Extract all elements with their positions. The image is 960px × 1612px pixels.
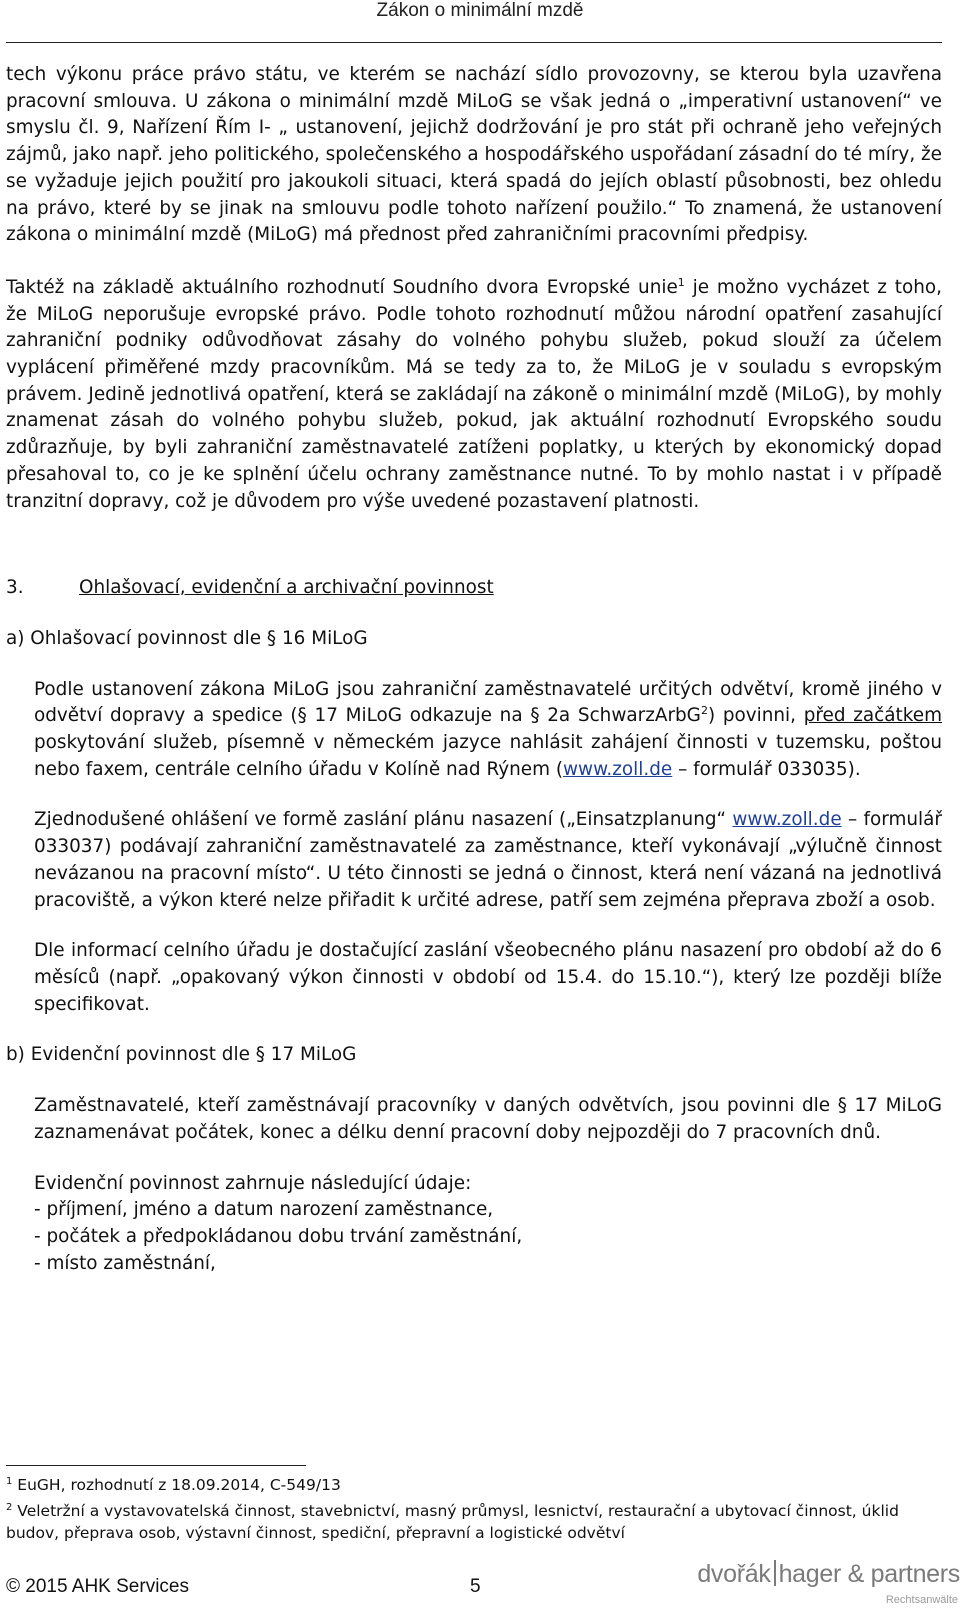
evidence-list-intro: Evidenční povinnost zahrnuje následující údaje: — [34, 1172, 472, 1194]
footer-copyright: © 2015 AHK Services — [6, 1576, 189, 1597]
paragraph-a3: Dle informací celního úřadu je dostačující zaslání všeobecného plánu nasazení pro období až do 6 měsíců (např. „opakovaný výkon činnosti v období od 15.4. do 15.10.“), který lze později blíže specifikovat. — [34, 940, 942, 1015]
footnote-1: $^1$ EuGH, rozhodnutí z 18.09.2014, C-549/13 — [6, 1475, 341, 1494]
subheading-b: b) Evidenční povinnost dle § 17 MiLoG — [6, 1044, 357, 1066]
section-heading — [6, 575, 942, 602]
paragraph-1: tech výkonu práce právo státu, ve kterém se nachází sídlo provozovny, se kterou byla uzavřena pracovní smlouva. U zákona o minimální mzdě MiLoG se však jedná o „imperativní ustanovení“ ve smyslu čl. 9, Nařízení Řím I- „ ustanovení, jejichž dodržování je pro stát při ochraně jeho veřejných zájmů, jako např. jeho politického, společenského a hospodářského uspořádaní zásadní do té míry, že se vyžaduje jejich použití pro jakoukoli situaci, která spadá do jejích oblastí působnosti, bez ohledu na právo, které by se jinak na smlouvu podle tohoto nařízení použilo.“ To znamená, že ustanovení zákona o minimální mzdě (MiLoG) má přednost před zahraničními pracovními předpisy. — [6, 64, 942, 246]
logo-divider — [774, 1560, 776, 1586]
footnote-rule — [6, 1465, 306, 1466]
running-header: Zákon o minimální mzdě — [376, 0, 584, 21]
list-item: - počátek a předpokládanou dobu trvání zaměstnání, — [34, 1225, 523, 1247]
footnote-ref-2[interactable]: 2 — [700, 704, 708, 718]
zoll-link-1[interactable]: www.zoll.de — [563, 758, 673, 780]
footnote-ref-1[interactable]: 1 — [677, 275, 685, 289]
list-item: - příjmení, jméno a datum narození zaměstnance, — [34, 1199, 494, 1221]
paragraph-a2: Zjednodušené ohlášení ve formě zaslání plánu nasazení („Einsatzplanung“ www.zoll.de – formulář 033037) podávají zahraniční zaměstnavatelé za zaměstnance, kteří vykonávají „výlučně činnost nevázanou na pracovní místo“. U této činnosti se jedná o činnost, která není vázaná na jednotlivá pracoviště, a výkon které nelze přiřadit k určité adrese, patří sem zejména přeprava zboží a osob. — [34, 809, 942, 911]
law-firm-logo: dvořák hager & partners Rechtsanwälte — [697, 1560, 960, 1606]
paragraph-2: Taktéž na základě aktuálního rozhodnutí Soudního dvora Evropské unie$^1$ je možno vycházet z toho, že MiLoG neporušuje evropské právo. Podle tohoto rozhodnutí můžou národní opatření zasahující zahraniční podniky odůvodňovat zásahy do volného pohybu služeb, pokud slouží za účelem vyplácení přiměřené mzdy pracovníkům. Má se tedy za to, že MiLoG je v souladu s evropským právem. Jedině jednotlivá opatření, která se zakládají na zákoně o minimální mzdě (MiLoG), by mohly znamenat zásah do volného pohybu služeb, pokud, jak aktuální rozhodnutí Evropského soudu zdůrazňuje, by byli zahraniční zaměstnavatelé zatíženi poplatky, u kterých by ekonomický dopad přesahoval to, co je ke splnění účelu ochrany zaměstnance nutné. To by mohlo nastat i v případě tranzitní dopravy, což je důvodem pro výše uvedené pozastavení platnosti. — [6, 275, 943, 512]
subheading-a: a) Ohlašovací povinnost dle § 16 MiLoG — [6, 627, 368, 649]
header-rule — [6, 42, 942, 43]
paragraph-a1: Podle ustanovení zákona MiLoG jsou zahraniční zaměstnavatelé určitých odvětví, kromě jiného v odvětví dopravy a spedice (§ 17 MiLoG odkazuje na § 2a SchwarzArbG$^2$) povinni, před začátkem poskytování služeb, písemně v německém jazyce nahlásit zahájení činnosti v tuzemsku, poštou nebo faxem, centrále celního úřadu v Kolíně nad Rýnem (www.zoll.de – formulář 033035). — [34, 678, 942, 780]
document-body — [6, 62, 942, 1277]
evidence-list — [34, 1171, 942, 1278]
paragraph-b1: Zaměstnavatelé, kteří zaměstnávají pracovníky v daných odvětvích, jsou povinni dle § 17 MiLoG zaznamenávat počátek, konec a délku denní pracovní doby nejpozději do 7 pracovních dnů. — [34, 1095, 942, 1143]
list-item: - místo zaměstnání, — [34, 1252, 216, 1274]
section-number: 3. — [6, 577, 24, 599]
underlined-before-start: před začátkem — [803, 705, 942, 727]
page-number: 5 — [470, 1576, 481, 1597]
section-title: Ohlašovací, evidenční a archivační povinnost — [79, 577, 494, 599]
footnote-2: $^2$ Veletržní a vystavovatelská činnost, stavebnictví, masný průmysl, lesnictví, restaurační a ubytovací činnost, úklid budov, přeprava osob, výstavní činnost, spediční, přepravní a logistické odvětví — [6, 1501, 899, 1542]
zoll-link-2[interactable]: www.zoll.de — [732, 809, 842, 831]
